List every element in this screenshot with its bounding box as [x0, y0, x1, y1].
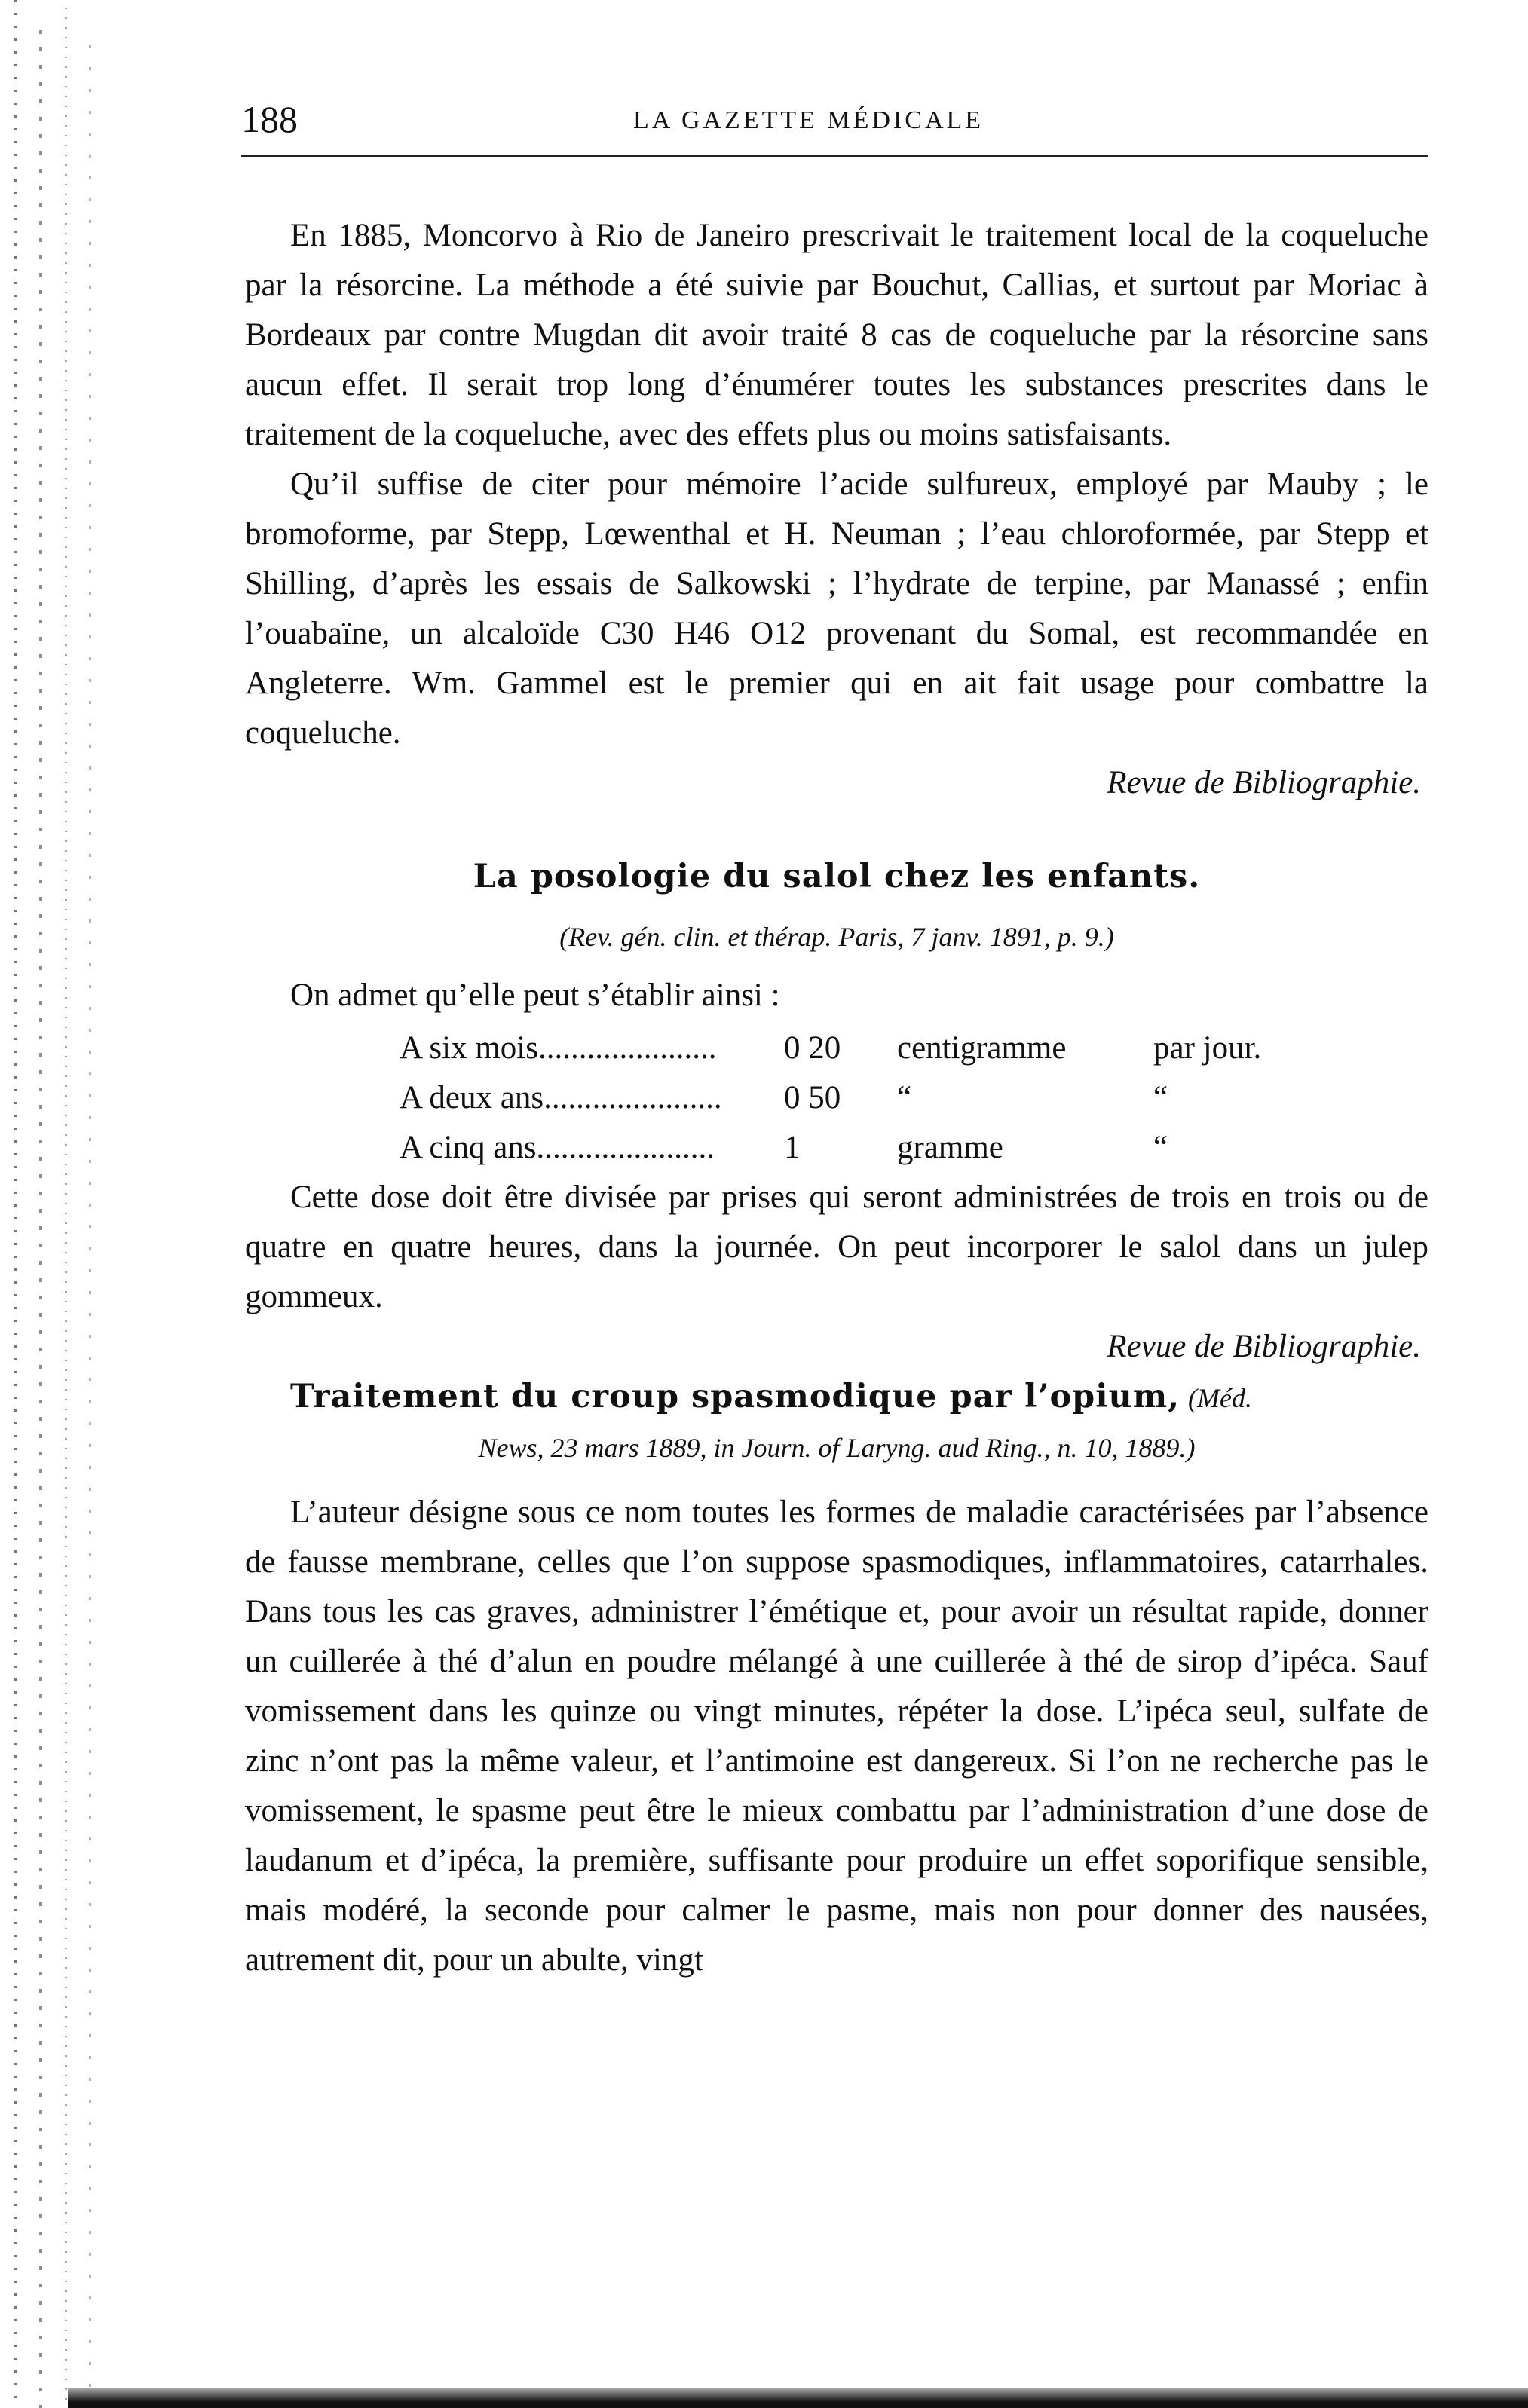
page-body: [245, 211, 1428, 1985]
dose-quantity: 1: [784, 1130, 801, 1165]
salol-reference: (Rev. gén. clin. et thérap. Paris, 7 janv. 1891, p. 9.): [559, 922, 1114, 952]
dose-frequency: “: [1153, 1080, 1168, 1115]
page-number: 188: [241, 98, 298, 140]
intro-paragraph-2: Qu’il suffise de citer pour mémoire l’acide sulfureux, employé par Mauby ; le bromoforme, par Stepp, Lœwenthal et H. Neuman ; l’eau chloroformée, par Stepp et Shilling, d’après les essais de Salkowski ; l’hydrate de terpine, par Manassé ; enfin l’ouabaïne, un alcaloïde C30 H46 O12 provenant du Somal, est recommandée en Angleterre. Wm. Gammel est le premier qui en ait fait usage pour combattre la coqueluche.: [245, 467, 1428, 751]
dose-unit: centigramme: [897, 1030, 1067, 1066]
dose-row: [400, 1073, 1428, 1123]
intro-paragraph-1: En 1885, Moncorvo à Rio de Janeiro prescrivait le traitement local de la coqueluche par la résorcine. La méthode a été suivie par Bouchut, Callias, et surtout par Moriac à Bordeaux par contre Mugdan dit avoir traité 8 cas de coqueluche par la résorcine sans aucun effet. Il serait trop long d’énumérer toutes les substances prescrites dans le traitement de la coqueluche, avec des effets plus ou moins satisfaisants.: [245, 218, 1428, 452]
dose-quantity: 0 20: [784, 1030, 841, 1066]
dose-row: [400, 1123, 1428, 1173]
running-head: LA GAZETTE MÉDICALE: [633, 106, 984, 134]
croup-section-title: [245, 1372, 1428, 1423]
dose-age: A cinq ans......................: [400, 1130, 715, 1165]
page-header: [241, 94, 1428, 157]
croup-reference: News, 23 mars 1889, in Journ. of Laryng. aud Ring., n. 10, 1889.): [478, 1433, 1196, 1463]
dose-frequency: par jour.: [1153, 1030, 1262, 1066]
dose-row: [400, 1023, 1428, 1073]
binding-edge: [0, 0, 106, 2408]
croup-title-text: Traitement du croup spasmodique par l’opium,: [290, 1378, 1180, 1415]
dose-unit: gramme: [897, 1130, 1003, 1165]
salol-paragraph: Cette dose doit être divisée par prises qui seront administrées de trois en trois ou de quatre en quatre heures, dans la journée. On peut incorporer le salol dans un julep gommeux.: [245, 1180, 1428, 1314]
croup-paragraph: L’auteur désigne sous ce nom toutes les formes de maladie caractérisées par l’absence de fausse membrane, celles que l’on suppose spasmodiques, inflammatoires, catarrhales. Dans tous les cas graves, administrer l’émétique et, pour avoir un résultat rapide, donner un cuillerée à thé d’alun en poudre mélangé à une cuillerée à thé de sirop d’ipéca. Sauf vomissement dans les quinze ou vingt minutes, répéter la dose. L’ipéca seul, sulfate de zinc n’ont pas la même valeur, et l’antimoine est dangereux. Si l’on ne recherche pas le vomissement, le spasme peut être le mieux combattu par l’administration d’une dose de laudanum et d’ipéca, la première, suffisante pour produire un effet soporifique sensible, mais modéré, la seconde pour calmer le pasme, mais non pour donner des nausées, autrement dit, pour un abulte, vingt: [245, 1495, 1428, 1978]
dose-age: A six mois......................: [400, 1030, 717, 1066]
croup-reference-start: (Méd.: [1188, 1383, 1252, 1413]
dose-unit: “: [897, 1080, 912, 1115]
salol-lead: On admet qu’elle peut s’établir ainsi :: [290, 978, 780, 1013]
salol-attribution: Revue de Bibliographie.: [1107, 1329, 1421, 1364]
dose-frequency: “: [1153, 1130, 1168, 1165]
salol-section-title: La posologie du salol chez les enfants.: [473, 858, 1201, 895]
intro-attribution: Revue de Bibliographie.: [1107, 765, 1421, 800]
dose-age: A deux ans......................: [400, 1080, 722, 1115]
dose-quantity: 0 50: [784, 1080, 841, 1115]
dose-table: [400, 1023, 1428, 1173]
page-bottom-shadow: [68, 2388, 1528, 2408]
